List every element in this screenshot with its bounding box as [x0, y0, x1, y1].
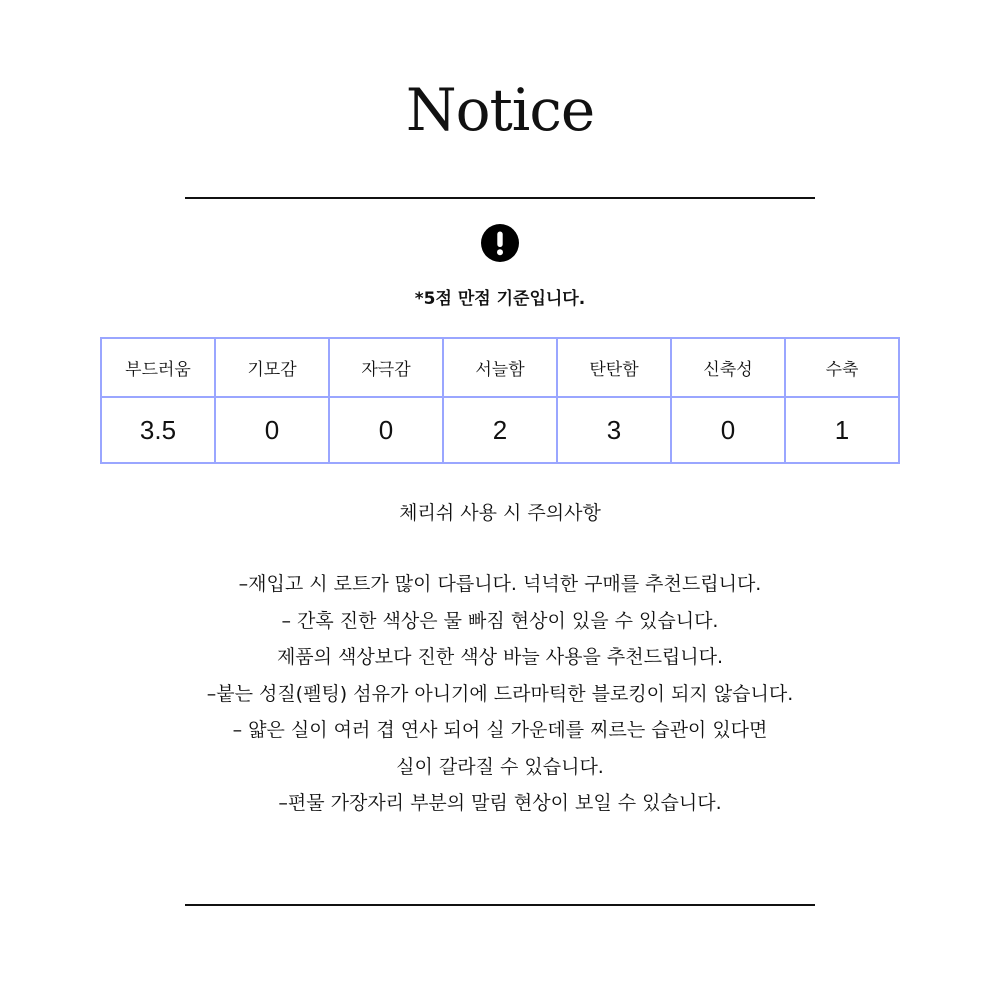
ratings-table	[100, 337, 900, 464]
rating-header-firmness: 탄탄함	[557, 338, 671, 397]
caution-line: –재입고 시 로트가 많이 다릅니다. 넉넉한 구매를 추천드립니다.	[238, 573, 762, 595]
caution-line: – 얇은 실이 여러 겹 연사 되어 실 가운데를 찌르는 습관이 있다면	[232, 719, 768, 741]
bottom-divider	[185, 904, 815, 906]
caution-list	[0, 566, 1000, 822]
rating-header-softness: 부드러움	[101, 338, 215, 397]
rating-header-shrinkage: 수축	[785, 338, 899, 397]
rating-value-fuzziness: 0	[215, 397, 329, 463]
rating-value-irritation: 0	[329, 397, 443, 463]
top-divider	[185, 197, 815, 199]
caution-line: –편물 가장자리 부분의 말림 현상이 보일 수 있습니다.	[278, 792, 722, 814]
caution-line: –붙는 성질(펠팅) 섬유가 아니기에 드라마틱한 블로킹이 되지 않습니다.	[206, 682, 794, 705]
caution-line: 제품의 색상보다 진한 색상 바늘 사용을 추천드립니다.	[276, 646, 724, 668]
caution-line: – 간혹 진한 색상은 물 빠짐 현상이 있을 수 있습니다.	[281, 609, 719, 632]
scale-note: *5점 만점 기준입니다.	[414, 289, 586, 309]
rating-value-firmness: 3	[557, 397, 671, 463]
rating-header-fuzziness: 기모감	[215, 338, 329, 397]
rating-header-coolness: 서늘함	[443, 338, 557, 397]
rating-value-softness: 3.5	[101, 397, 215, 463]
rating-header-irritation: 자극감	[329, 338, 443, 397]
exclamation-circle-icon	[481, 224, 519, 262]
rating-value-coolness: 2	[443, 397, 557, 463]
rating-value-shrinkage: 1	[785, 397, 899, 463]
rating-header-elasticity: 신축성	[671, 338, 785, 397]
ratings-value-row	[101, 397, 899, 463]
ratings-header-row	[101, 338, 899, 397]
page-title: Notice	[405, 76, 595, 144]
caution-line: 실이 갈라질 수 있습니다.	[396, 755, 604, 778]
rating-value-elasticity: 0	[671, 397, 785, 463]
caution-heading: 체리쉬 사용 시 주의사항	[399, 502, 601, 524]
